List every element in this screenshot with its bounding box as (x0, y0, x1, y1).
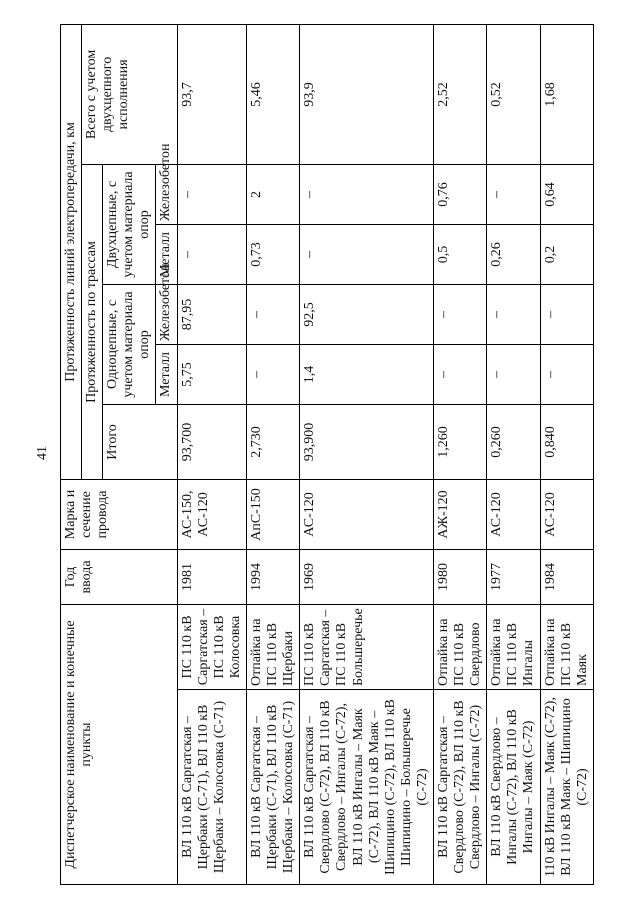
table-row (177, 24, 246, 884)
header-single-concrete: Железобетон (156, 284, 177, 344)
header-year: Год ввода (61, 549, 178, 604)
row-double-concrete: – (300, 164, 434, 224)
table-row (433, 24, 486, 884)
row-wire: АС-120 (487, 479, 540, 549)
row-year: 1977 (487, 549, 540, 604)
row-total: 1,260 (433, 404, 486, 479)
row-year: 1984 (540, 549, 593, 604)
row-points: Отпайка на ПС 110 кВ Свердлово (433, 604, 486, 689)
row-year: 1980 (433, 549, 486, 604)
header-single-metal: Металл (156, 344, 177, 404)
row-single-concrete: 87,95 (177, 284, 246, 344)
row-points: ПС 110 кВ Саргатская – ПС 110 кВ Колосовка (177, 604, 246, 689)
row-double-concrete: 0,76 (433, 164, 486, 224)
row-double-metal: 0,73 (246, 224, 299, 284)
rotated-table-container (60, 25, 635, 885)
row-total: 0,840 (540, 404, 593, 479)
power-lines-table (60, 24, 594, 885)
row-double-metal: 0,26 (487, 224, 540, 284)
row-grand-total: 0,52 (487, 24, 540, 164)
row-double-metal: – (177, 224, 246, 284)
row-year: 1981 (177, 549, 246, 604)
header-single: Одноцепные, с учетом материала опор (103, 284, 156, 404)
header-length: Протяженность линий электропередачи, км (61, 24, 82, 479)
row-grand-total: 5,46 (246, 24, 299, 164)
header-total: Итого (103, 404, 177, 479)
row-name: 110 кВ Ингалы – Маяк (С-72), ВЛ 110 кВ Маяк – Шипицино (С-72) (540, 690, 593, 885)
row-single-concrete: 92,5 (300, 284, 434, 344)
header-wire: Марка и сечение провода (61, 479, 178, 549)
header-double-concrete: Железобетон (156, 164, 177, 224)
row-double-metal: – (300, 224, 434, 284)
row-name: ВЛ 110 кВ Саргатская – Щербаки (С-71), ВЛ 110 кВ Щербаки – Колосовка (С-71) (246, 690, 299, 885)
header-by-route: Протяженность по трассам (82, 164, 103, 479)
row-double-metal: 0,5 (433, 224, 486, 284)
row-points: Отпайка на ПС 110 кВ Маяк (540, 604, 593, 689)
row-single-metal: 5,75 (177, 344, 246, 404)
row-wire: АС-120 (300, 479, 434, 549)
row-double-concrete: 0,64 (540, 164, 593, 224)
row-year: 1994 (246, 549, 299, 604)
header-double-metal: Металл (156, 224, 177, 284)
row-name: ВЛ 110 кВ Свердлово – Ингалы (С-72), ВЛ 110 кВ Ингалы – Маяк (С-72) (487, 690, 540, 885)
row-name: ВЛ 110 кВ Саргатская – Щербаки (С-71), ВЛ 110 кВ Щербаки – Колосовка (С-71) (177, 690, 246, 885)
row-points: Отпайка на ПС 110 кВ Ингалы (487, 604, 540, 689)
row-grand-total: 2,52 (433, 24, 486, 164)
table-row (487, 24, 540, 884)
row-single-metal: – (246, 344, 299, 404)
row-name: ВЛ 110 кВ Саргатская – Свердлово (С-72), ВЛ 110 кВ Свердлово – Ингалы (С-72) (433, 690, 486, 885)
row-single-concrete: – (487, 284, 540, 344)
row-single-concrete: – (540, 284, 593, 344)
header-grand-total: Всего с учетом двухцепного исполнения (82, 24, 177, 164)
row-total: 93,900 (300, 404, 434, 479)
row-single-concrete: – (433, 284, 486, 344)
row-single-metal: – (433, 344, 486, 404)
row-single-metal: 1,4 (300, 344, 434, 404)
row-total: 93,700 (177, 404, 246, 479)
row-double-concrete: – (487, 164, 540, 224)
row-double-concrete: 2 (246, 164, 299, 224)
row-points: ПС 110 кВ Саргатская – ПС 110 кВ Большеречье (300, 604, 434, 689)
row-total: 2,730 (246, 404, 299, 479)
page-number: 41 (35, 446, 50, 460)
row-wire: АС-150, АС-120 (177, 479, 246, 549)
row-name: ВЛ 110 кВ Саргатская – Свердлово (С-72), ВЛ 110 кВ Свердлово – Ингалы (С-72), ВЛ 110 кВ Ингалы – Маяк (С-72), ВЛ 110 кВ Маяк – Шипицино (С-72), ВЛ 110 кВ Шипицино – Большеречье (С-72) (300, 690, 434, 885)
header-double: Двухцепные, с учетом материала опор (103, 164, 156, 284)
row-double-concrete: – (177, 164, 246, 224)
row-wire: АЖ-120 (433, 479, 486, 549)
row-points: Отпайка на ПС 110 кВ Щербаки (246, 604, 299, 689)
row-year: 1969 (300, 549, 434, 604)
table-row (540, 24, 593, 884)
row-grand-total: 1,68 (540, 24, 593, 164)
row-single-metal: – (540, 344, 593, 404)
row-double-metal: 0,2 (540, 224, 593, 284)
row-grand-total: 93,7 (177, 24, 246, 164)
row-wire: АС-120 (540, 479, 593, 549)
row-single-metal: – (487, 344, 540, 404)
row-wire: АпС-150 (246, 479, 299, 549)
row-grand-total: 93,9 (300, 24, 434, 164)
header-name: Диспетчерское наименование и конечные пункты (61, 604, 178, 884)
row-total: 0,260 (487, 404, 540, 479)
table-row (246, 24, 299, 884)
row-single-concrete: – (246, 284, 299, 344)
table-row (300, 24, 434, 884)
